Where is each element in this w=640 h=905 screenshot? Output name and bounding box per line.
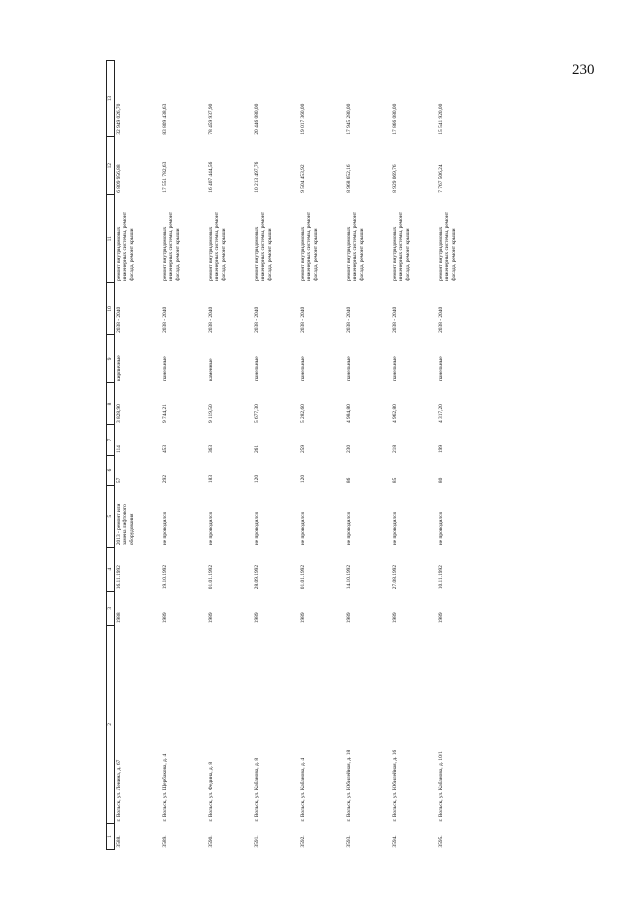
value-cell: 86: [346, 477, 352, 484]
value-cell: 292: [162, 474, 168, 484]
material-cell: панельные: [254, 356, 260, 381]
total-cell: 83 809 438,63: [162, 103, 168, 135]
material-cell: панельные: [392, 356, 398, 381]
cost-cell: 9 504 453,92: [300, 164, 306, 193]
total-cell: 32 949 026,70: [116, 103, 122, 135]
column-header: 7: [107, 425, 115, 455]
value-cell: 453: [162, 444, 168, 454]
table-row: [161, 61, 207, 850]
period-cell: 2038 - 2040: [300, 306, 306, 333]
period-cell: 2038 - 2040: [162, 306, 168, 333]
value-cell: 120: [254, 474, 260, 484]
repair-cell: не проводился: [162, 512, 168, 546]
total-cell: 20 446 080,00: [254, 103, 260, 135]
year-cell: 1989: [162, 612, 168, 624]
date-cell: 01.01.1992: [300, 564, 306, 590]
column-header: 3: [107, 591, 115, 625]
row-number: 3588.: [116, 835, 122, 848]
area-cell: 4 984,80: [346, 404, 352, 423]
value-cell: 120: [300, 474, 306, 484]
column-header: 11: [107, 195, 115, 283]
repair-cell: не проводился: [392, 512, 398, 546]
works-cell: ремонт внутридомовых инженерных системы, ремонт фасада, ремонт крыши: [346, 211, 365, 281]
date-cell: 27.08.1992: [392, 564, 398, 590]
table-row: [391, 61, 437, 850]
material-cell: кирпичные: [116, 355, 122, 381]
row-number: 3593.: [346, 835, 352, 848]
period-cell: 2038 - 2040: [438, 306, 444, 333]
page-number: 230: [572, 62, 595, 78]
period-cell: 2038 - 2040: [116, 306, 122, 333]
date-cell: 10.11.1992: [438, 565, 444, 590]
address-cell: г. Вольск, ул. Кабанова, д. 8: [254, 757, 260, 822]
repair-cell: не проводился: [208, 512, 214, 546]
material-cell: каменные: [208, 358, 214, 381]
value-cell: 218: [392, 444, 398, 454]
repair-cell: не проводился: [254, 512, 260, 546]
material-cell: панельные: [162, 356, 168, 381]
column-header: 4: [107, 547, 115, 591]
period-cell: 2038 - 2040: [208, 306, 214, 333]
cost-cell: 7 767 506,24: [438, 164, 444, 193]
area-cell: 4 317,20: [438, 404, 444, 423]
area-cell: 5 677,30: [254, 404, 260, 423]
cost-cell: 8 968 652,16: [346, 164, 352, 193]
address-cell: г. Вольск, ул. Юбилейная, д. 16: [392, 749, 398, 822]
column-header: 1: [107, 823, 115, 849]
area-cell: 5 282,60: [300, 404, 306, 423]
table-row: [253, 61, 299, 850]
table-row: [437, 61, 483, 850]
date-cell: 01.01.1992: [208, 564, 214, 590]
period-cell: 2038 - 2040: [346, 306, 352, 333]
column-header: 5: [107, 485, 115, 547]
row-number: 3591.: [254, 835, 260, 848]
column-header: 6: [107, 455, 115, 485]
address-cell: г. Вольск, ул. Ленина, д. 67: [116, 759, 122, 822]
cost-cell: 6 809 956,88: [116, 164, 122, 193]
value-cell: 57: [116, 477, 122, 484]
row-number: 3592.: [300, 835, 306, 848]
repair-cell: не проводился: [346, 512, 352, 546]
area-cell: 3 828,90: [116, 404, 122, 423]
column-header: 10: [107, 283, 115, 335]
works-cell: ремонт внутридомовых инженерных системы, ремонт фасада, ремонт крыши: [208, 211, 227, 281]
works-cell: ремонт внутридомовых инженерных системы, ремонт фасада, ремонт крыши: [254, 211, 273, 281]
date-cell: 19.10.1992: [162, 564, 168, 590]
row-number: 3595.: [438, 835, 444, 848]
date-cell: 16.11.1992: [116, 565, 122, 590]
value-cell: 80: [438, 477, 444, 484]
year-cell: 1989: [208, 612, 214, 624]
total-cell: 15 541 920,00: [438, 103, 444, 135]
address-cell: г. Вольск, ул. Федина, д. 8: [208, 761, 214, 822]
column-header: 12: [107, 137, 115, 195]
area-cell: 4 962,80: [392, 404, 398, 423]
date-cell: 14.10.1992: [346, 564, 352, 590]
works-cell: ремонт внутридомовых инженерных системы, ремонт фасада, ремонт крыши: [162, 211, 181, 281]
value-cell: 230: [346, 444, 352, 454]
table-row: [299, 61, 345, 850]
year-cell: 1989: [346, 612, 352, 624]
works-cell: ремонт внутридомовых инженерных системы, ремонт фасада, ремонт крыши: [392, 211, 411, 281]
year-cell: 1988: [116, 612, 122, 624]
housing-repair-table: [106, 60, 483, 850]
address-cell: г. Вольск, ул. Юбилейная, д. 18: [346, 749, 352, 822]
works-cell: ремонт внутридомовых инженерных системы, ремонт фасада, ремонт крыши: [300, 211, 319, 281]
area-cell: 9 744,21: [162, 404, 168, 423]
column-header: 2: [107, 625, 115, 823]
total-cell: 78 459 937,90: [208, 103, 214, 135]
material-cell: панельные: [438, 356, 444, 381]
column-header: 8: [107, 383, 115, 425]
area-cell: 9 119,50: [208, 404, 214, 423]
value-cell: 261: [254, 444, 260, 454]
repair-cell: не проводился: [300, 512, 306, 546]
total-cell: 19 017 360,00: [300, 103, 306, 135]
cost-cell: 17 551 782,63: [162, 161, 168, 193]
row-number: 3594.: [392, 835, 398, 848]
total-cell: 17 945 280,00: [346, 103, 352, 135]
total-cell: 17 866 080,00: [392, 103, 398, 135]
material-cell: панельные: [300, 356, 306, 381]
rotated-table-container: [106, 60, 516, 850]
cost-cell: 16 407 444,56: [208, 161, 214, 193]
repair-cell: 2013 - ремонт или замена лифтового оборудования: [116, 503, 135, 546]
year-cell: 1989: [300, 612, 306, 624]
cost-cell: 8 929 069,76: [392, 164, 398, 193]
value-cell: 114: [116, 445, 122, 454]
cost-cell: 10 213 497,76: [254, 161, 260, 193]
year-cell: 1989: [254, 612, 260, 624]
value-cell: 85: [392, 477, 398, 484]
material-cell: панельные: [346, 356, 352, 381]
value-cell: 363: [208, 444, 214, 454]
value-cell: 199: [438, 444, 444, 454]
works-cell: ремонт внутридомовых инженерных системы, ремонт фасада, ремонт крыши: [116, 211, 135, 281]
repair-cell: не проводился: [438, 512, 444, 546]
address-cell: г. Вольск, ул. Щербакова, д. 4: [162, 753, 168, 822]
date-cell: 28.09.1992: [254, 564, 260, 590]
table-row: [345, 61, 391, 850]
value-cell: 259: [300, 444, 306, 454]
year-cell: 1989: [438, 612, 444, 624]
table-row: [115, 61, 162, 850]
address-cell: г. Вольск, ул. Кабанова, д. 10/1: [438, 751, 444, 822]
works-cell: ремонт внутридомовых инженерных системы, ремонт фасада, ремонт крыши: [438, 211, 457, 281]
value-cell: 183: [208, 474, 214, 484]
row-number: 3590.: [208, 835, 214, 848]
period-cell: 2038 - 2040: [254, 306, 260, 333]
address-cell: г. Вольск, ул. Кабанова, д. 4: [300, 757, 306, 822]
header-row: [107, 61, 115, 850]
period-cell: 2038 - 2040: [392, 306, 398, 333]
row-number: 3589.: [162, 835, 168, 848]
year-cell: 1989: [392, 612, 398, 624]
table-row: [207, 61, 253, 850]
column-header: 13: [107, 61, 115, 137]
column-header: 9: [107, 335, 115, 383]
